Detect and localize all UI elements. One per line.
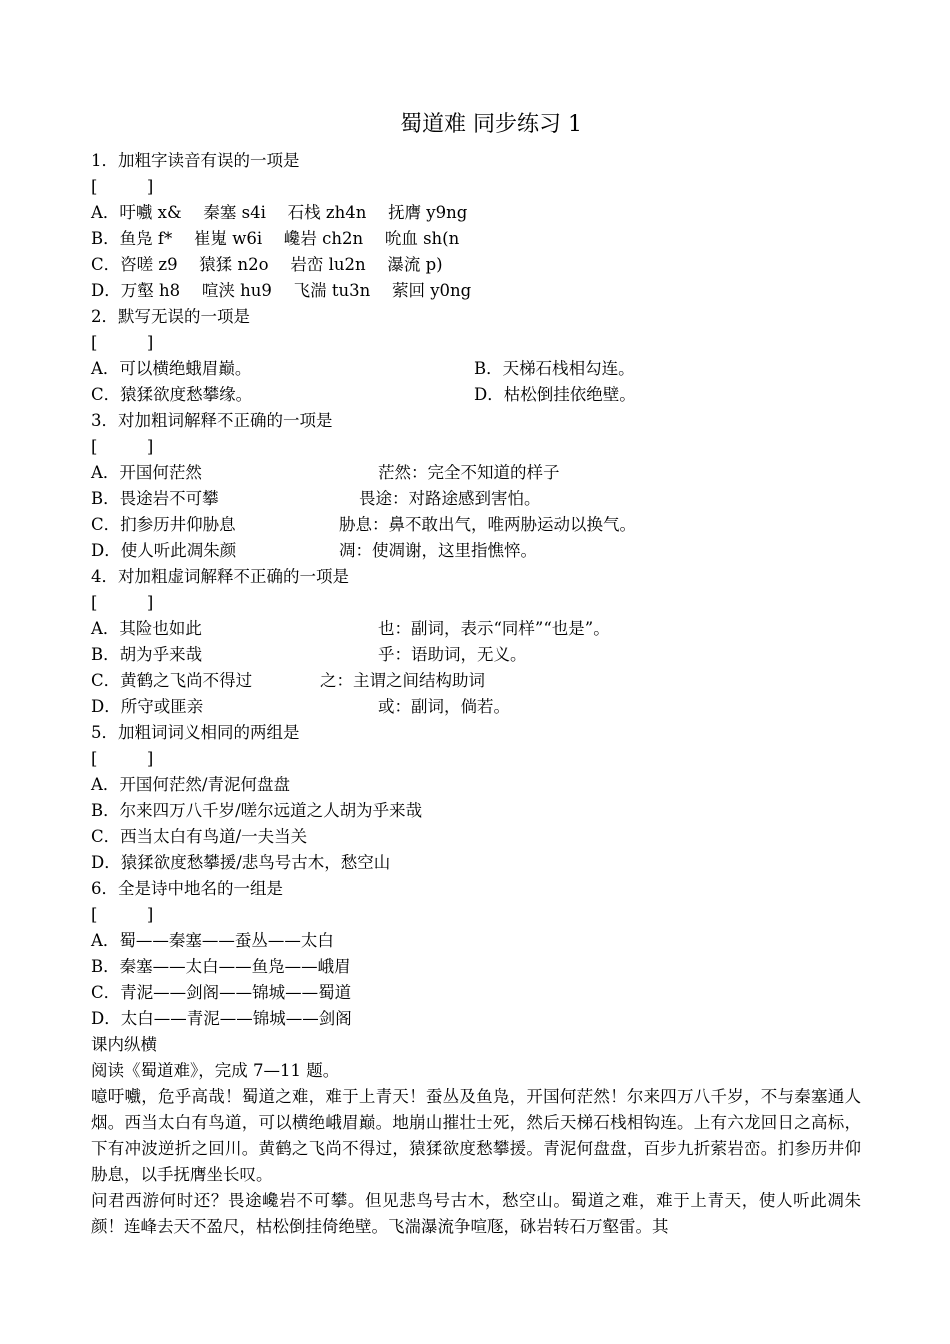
line-second-column: 凋：使凋谢，这里指憔悴。 [339,541,537,560]
passage-paragraph: 问君西游何时还？畏途巉岩不可攀。但见悲鸟号古木，愁空山。蜀道之难，难于上青天，使人听此凋朱颜！连峰去天不盈尺，枯松倒挂倚绝壁。飞湍瀑流争喧豗，砯岩转石万壑雷。其 [91,1191,861,1236]
line-text: B．畏途岩不可攀 [91,489,219,508]
line-text: D．太白——青泥——锦城——剑阁 [91,1009,352,1028]
text-line [91,876,861,902]
line-text: 1．加粗字读音有误的一项是 [91,151,300,170]
line-text: C．西当太白有鸟道/一夫当关 [91,827,308,846]
text-line [91,278,861,304]
text-line [91,954,861,980]
line-text: A．可以横绝蛾眉巅。 [91,359,252,378]
line-text: 3．对加粗词解释不正确的一项是 [91,411,333,430]
line-text: D．使人听此凋朱颜 [91,541,237,560]
line-text: A．开国何茫然/青泥何盘盘 [91,775,290,794]
exercise-lines [91,148,861,1084]
text-line [91,1032,861,1058]
line-text: A．蜀——秦塞——蚕丛——太白 [91,931,334,950]
line-second-column: 茫然：完全不知道的样子 [378,463,560,482]
line-text: C．黄鹤之飞尚不得过 [91,671,253,690]
line-second-column: 乎：语助词，无义。 [378,645,527,664]
reading-passage [91,1084,861,1240]
text-line [91,434,861,460]
line-text: D．猿猱欲度愁攀援/悲鸟号古木，愁空山 [91,853,391,872]
text-line [91,746,861,772]
text-line [91,200,861,226]
text-line [91,1006,861,1032]
line-text: D．万壑 h8 喧浃 hu9 飞湍 tu3n 萦回 y0ng [91,281,472,300]
line-text: 2．默写无误的一项是 [91,307,250,326]
line-text: [ ] [91,593,154,612]
text-line [91,486,861,512]
line-second-column: D．枯松倒挂依绝壁。 [474,385,636,404]
text-line [91,642,861,668]
text-line [91,668,861,694]
line-text: A．其险也如此 [91,619,202,638]
line-text: B．秦塞——太白——鱼凫——峨眉 [91,957,351,976]
line-text: [ ] [91,437,154,456]
text-line [91,928,861,954]
line-text: C．扪参历井仰胁息 [91,515,236,534]
text-line [91,330,861,356]
document-title: 蜀道难 同步练习 1 [400,112,582,137]
text-line [91,538,861,564]
text-line [91,252,861,278]
text-line [91,304,861,330]
line-text: D．所守或匪亲 [91,697,204,716]
text-line [91,460,861,486]
line-text: B．鱼凫 f* 崔嵬 w6i 巉岩 ch2n 吮血 sh(n [91,229,460,248]
text-line [91,824,861,850]
line-second-column: 也：副词，表示“同样”“也是”。 [378,619,610,638]
text-line [91,1058,861,1084]
text-line [91,382,861,408]
line-text: 6．全是诗中地名的一组是 [91,879,283,898]
line-text: B．尔来四万八千岁/嗟尔远道之人胡为乎来哉 [91,801,423,820]
line-text: C．咨嗟 z9 猿猱 n2o 岩峦 lu2n 瀑流 p) [91,255,443,274]
line-text: [ ] [91,177,154,196]
line-second-column: 之：主谓之间结构助词 [320,671,485,690]
text-line [91,512,861,538]
line-text: 4．对加粗虚词解释不正确的一项是 [91,567,349,586]
line-text: A．吁嚱 x& 秦塞 s4i 石栈 zh4n 抚膺 y9ng [91,203,468,222]
text-line [91,616,861,642]
text-line [91,798,861,824]
line-second-column: 或：副词，倘若。 [378,697,510,716]
line-text: C．猿猱欲度愁攀缘。 [91,385,253,404]
text-line [91,772,861,798]
text-line [91,850,861,876]
text-line [91,356,861,382]
text-line [91,148,861,174]
line-second-column: 畏途：对路途感到害怕。 [359,489,541,508]
text-line [91,980,861,1006]
line-text: 阅读《蜀道难》，完成 7—11 题。 [91,1061,340,1080]
text-line [91,408,861,434]
passage-paragraph: 噫吁嚱，危乎高哉！蜀道之难，难于上青天！蚕丛及鱼凫，开国何茫然！尔来四万八千岁，不与秦塞通人烟。西当太白有鸟道，可以横绝峨眉巅。地崩山摧壮士死，然后天梯石栈相钩连。上有六龙回日之高标，下有冲波逆折之回川。黄鹤之飞尚不得过，猿猱欲度愁攀援。青泥何盘盘，百步九折萦岩峦。扪参历井仰胁息，以手抚膺坐长叹。 [91,1087,861,1184]
line-text: [ ] [91,905,154,924]
line-text: C．青泥——剑阁——锦城——蜀道 [91,983,352,1002]
text-line [91,694,861,720]
line-text: [ ] [91,333,154,352]
text-line [91,226,861,252]
text-line [91,720,861,746]
line-second-column: 胁息：鼻不敢出气，唯两胁运动以换气。 [339,515,636,534]
document-page [91,108,861,1240]
line-text: [ ] [91,749,154,768]
line-text: 课内纵横 [91,1035,157,1054]
text-line [91,564,861,590]
line-text: 5．加粗词词义相同的两组是 [91,723,300,742]
line-second-column: B．天梯石栈相勾连。 [474,359,635,378]
line-text: B．胡为乎来哉 [91,645,203,664]
line-text: A．开国何茫然 [91,463,202,482]
text-line [91,174,861,200]
text-line [91,902,861,928]
text-line [91,590,861,616]
